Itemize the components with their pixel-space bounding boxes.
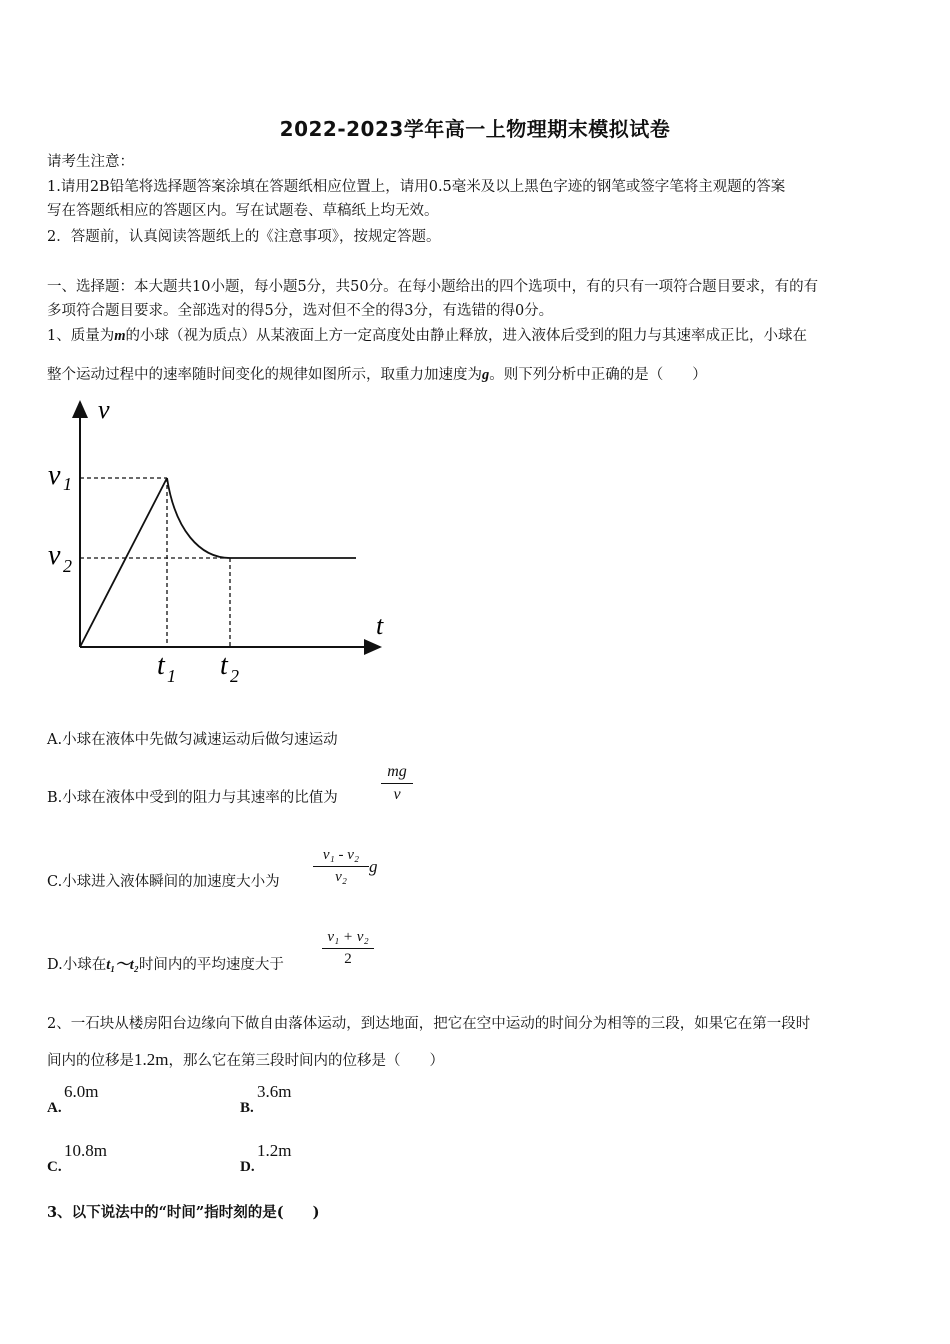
y-axis-label: v xyxy=(98,395,110,424)
q2-displacement-value: 1.2m xyxy=(134,1050,169,1069)
q1-option-c-fraction xyxy=(313,847,369,886)
v1-subscript: 1 xyxy=(63,474,72,494)
q1-option-c: C.小球进入液体瞬间的加速度大小为 xyxy=(47,874,280,890)
q1-text-c: 整个运动过程中的速率随时间变化的规律如图所示，取重力加速度为 xyxy=(47,367,482,383)
q2-option-c xyxy=(47,1157,62,1176)
question-2-line-2 xyxy=(47,1050,444,1071)
q1-mass-symbol: m xyxy=(114,328,126,344)
q1-option-b-numerator: mg xyxy=(387,763,407,780)
q1-option-d-text-a: D.小球在 xyxy=(47,957,107,973)
question-1-line-1 xyxy=(47,326,807,346)
q2-option-a-letter: A. xyxy=(47,1100,62,1116)
q2-option-d-letter: D. xyxy=(240,1159,255,1175)
q1-option-c-numerator: v₁ - v₂ xyxy=(322,847,360,863)
question-3: 3、以下说法中的“时间”指时刻的是( ) xyxy=(47,1204,320,1221)
q2-text-b: ，那么它在第三段时间内的位移是（ ） xyxy=(168,1053,444,1069)
q1-option-d-interval: t₁～t₂ xyxy=(106,957,139,973)
v1-label: v xyxy=(48,460,61,491)
q2-option-a xyxy=(47,1098,62,1117)
accelerating-segment xyxy=(80,478,167,647)
notice-line-2: 写在答题纸相应的答题区内。写在试题卷、草稿纸上均无效。 xyxy=(47,203,439,219)
q1-text-d: 。则下列分析中正确的是（ ） xyxy=(489,367,707,383)
q1-option-b-denominator: v xyxy=(393,786,401,803)
q1-option-d-fraction xyxy=(322,929,374,968)
x-axis-label: t xyxy=(376,611,384,640)
t2-label: t xyxy=(220,650,228,681)
q2-option-c-value: 10.8m xyxy=(64,1141,107,1160)
decelerating-curve xyxy=(167,478,230,558)
q2-option-d xyxy=(240,1157,255,1176)
q1-text-a: 1、质量为 xyxy=(47,328,115,344)
section-1-line-2: 多项符合题目要求。全部选对的得5分，选对但不全的得3分，有选错的得0分。 xyxy=(47,303,554,319)
q1-option-d-denominator: 2 xyxy=(344,951,352,967)
q1-option-b: B.小球在液体中受到的阻力与其速率的比值为 xyxy=(47,790,338,806)
question-1-line-2 xyxy=(47,365,707,385)
q2-option-a-value: 6.0m xyxy=(64,1082,99,1101)
t2-subscript: 2 xyxy=(230,666,239,686)
q2-option-b-letter: B. xyxy=(240,1100,254,1116)
v2-subscript: 2 xyxy=(63,556,72,576)
q1-option-a: A.小球在液体中先做匀减速运动后做匀速运动 xyxy=(47,732,338,748)
q1-option-b-fraction xyxy=(381,763,413,804)
notice-heading: 请考生注意： xyxy=(47,154,134,170)
q1-option-c-denominator: v₂ xyxy=(335,869,347,885)
t1-label: t xyxy=(157,650,165,681)
section-1-line-1: 一、选择题：本大题共10小题，每小题5分，共50分。在每小题给出的四个选项中，有的只有一项符合题目要求，有的有 xyxy=(47,279,819,295)
v2-label: v xyxy=(48,540,61,571)
page-title: 2022-2023学年高一上物理期末模拟试卷 xyxy=(279,117,671,141)
notice-line-1: 1.请用2B铅笔将选择题答案涂填在答题纸相应位置上，请用0.5毫米及以上黑色字迹的钢笔或签字笔将主观题的答案 xyxy=(47,179,786,195)
q1-text-b: 的小球（视为质点）从某液面上方一定高度处由静止释放，进入液体后受到的阻力与其速率成正比，小球在 xyxy=(125,328,808,344)
q2-option-c-letter: C. xyxy=(47,1159,62,1175)
q1-gravity-symbol: g xyxy=(482,367,490,383)
q1-option-d xyxy=(47,955,284,975)
q2-option-b xyxy=(240,1098,254,1117)
t1-subscript: 1 xyxy=(167,666,176,686)
q2-option-b-value: 3.6m xyxy=(257,1082,292,1101)
question-2-line-1: 2、一石块从楼房阳台边缘向下做自由落体运动，到达地面，把它在空中运动的时间分为相等的三段，如果它在第一段时 xyxy=(47,1016,811,1032)
notice-line-3: 2．答题前，认真阅读答题纸上的《注意事项》，按规定答题。 xyxy=(47,229,441,245)
q1-option-c-g: g xyxy=(369,857,378,876)
q2-option-d-value: 1.2m xyxy=(257,1141,292,1160)
q1-option-d-numerator: v₁ + v₂ xyxy=(327,929,369,945)
q1-option-d-text-b: 时间内的平均速度大于 xyxy=(138,957,284,973)
q2-text-a: 间内的位移是 xyxy=(47,1053,134,1069)
velocity-time-graph xyxy=(40,390,400,690)
